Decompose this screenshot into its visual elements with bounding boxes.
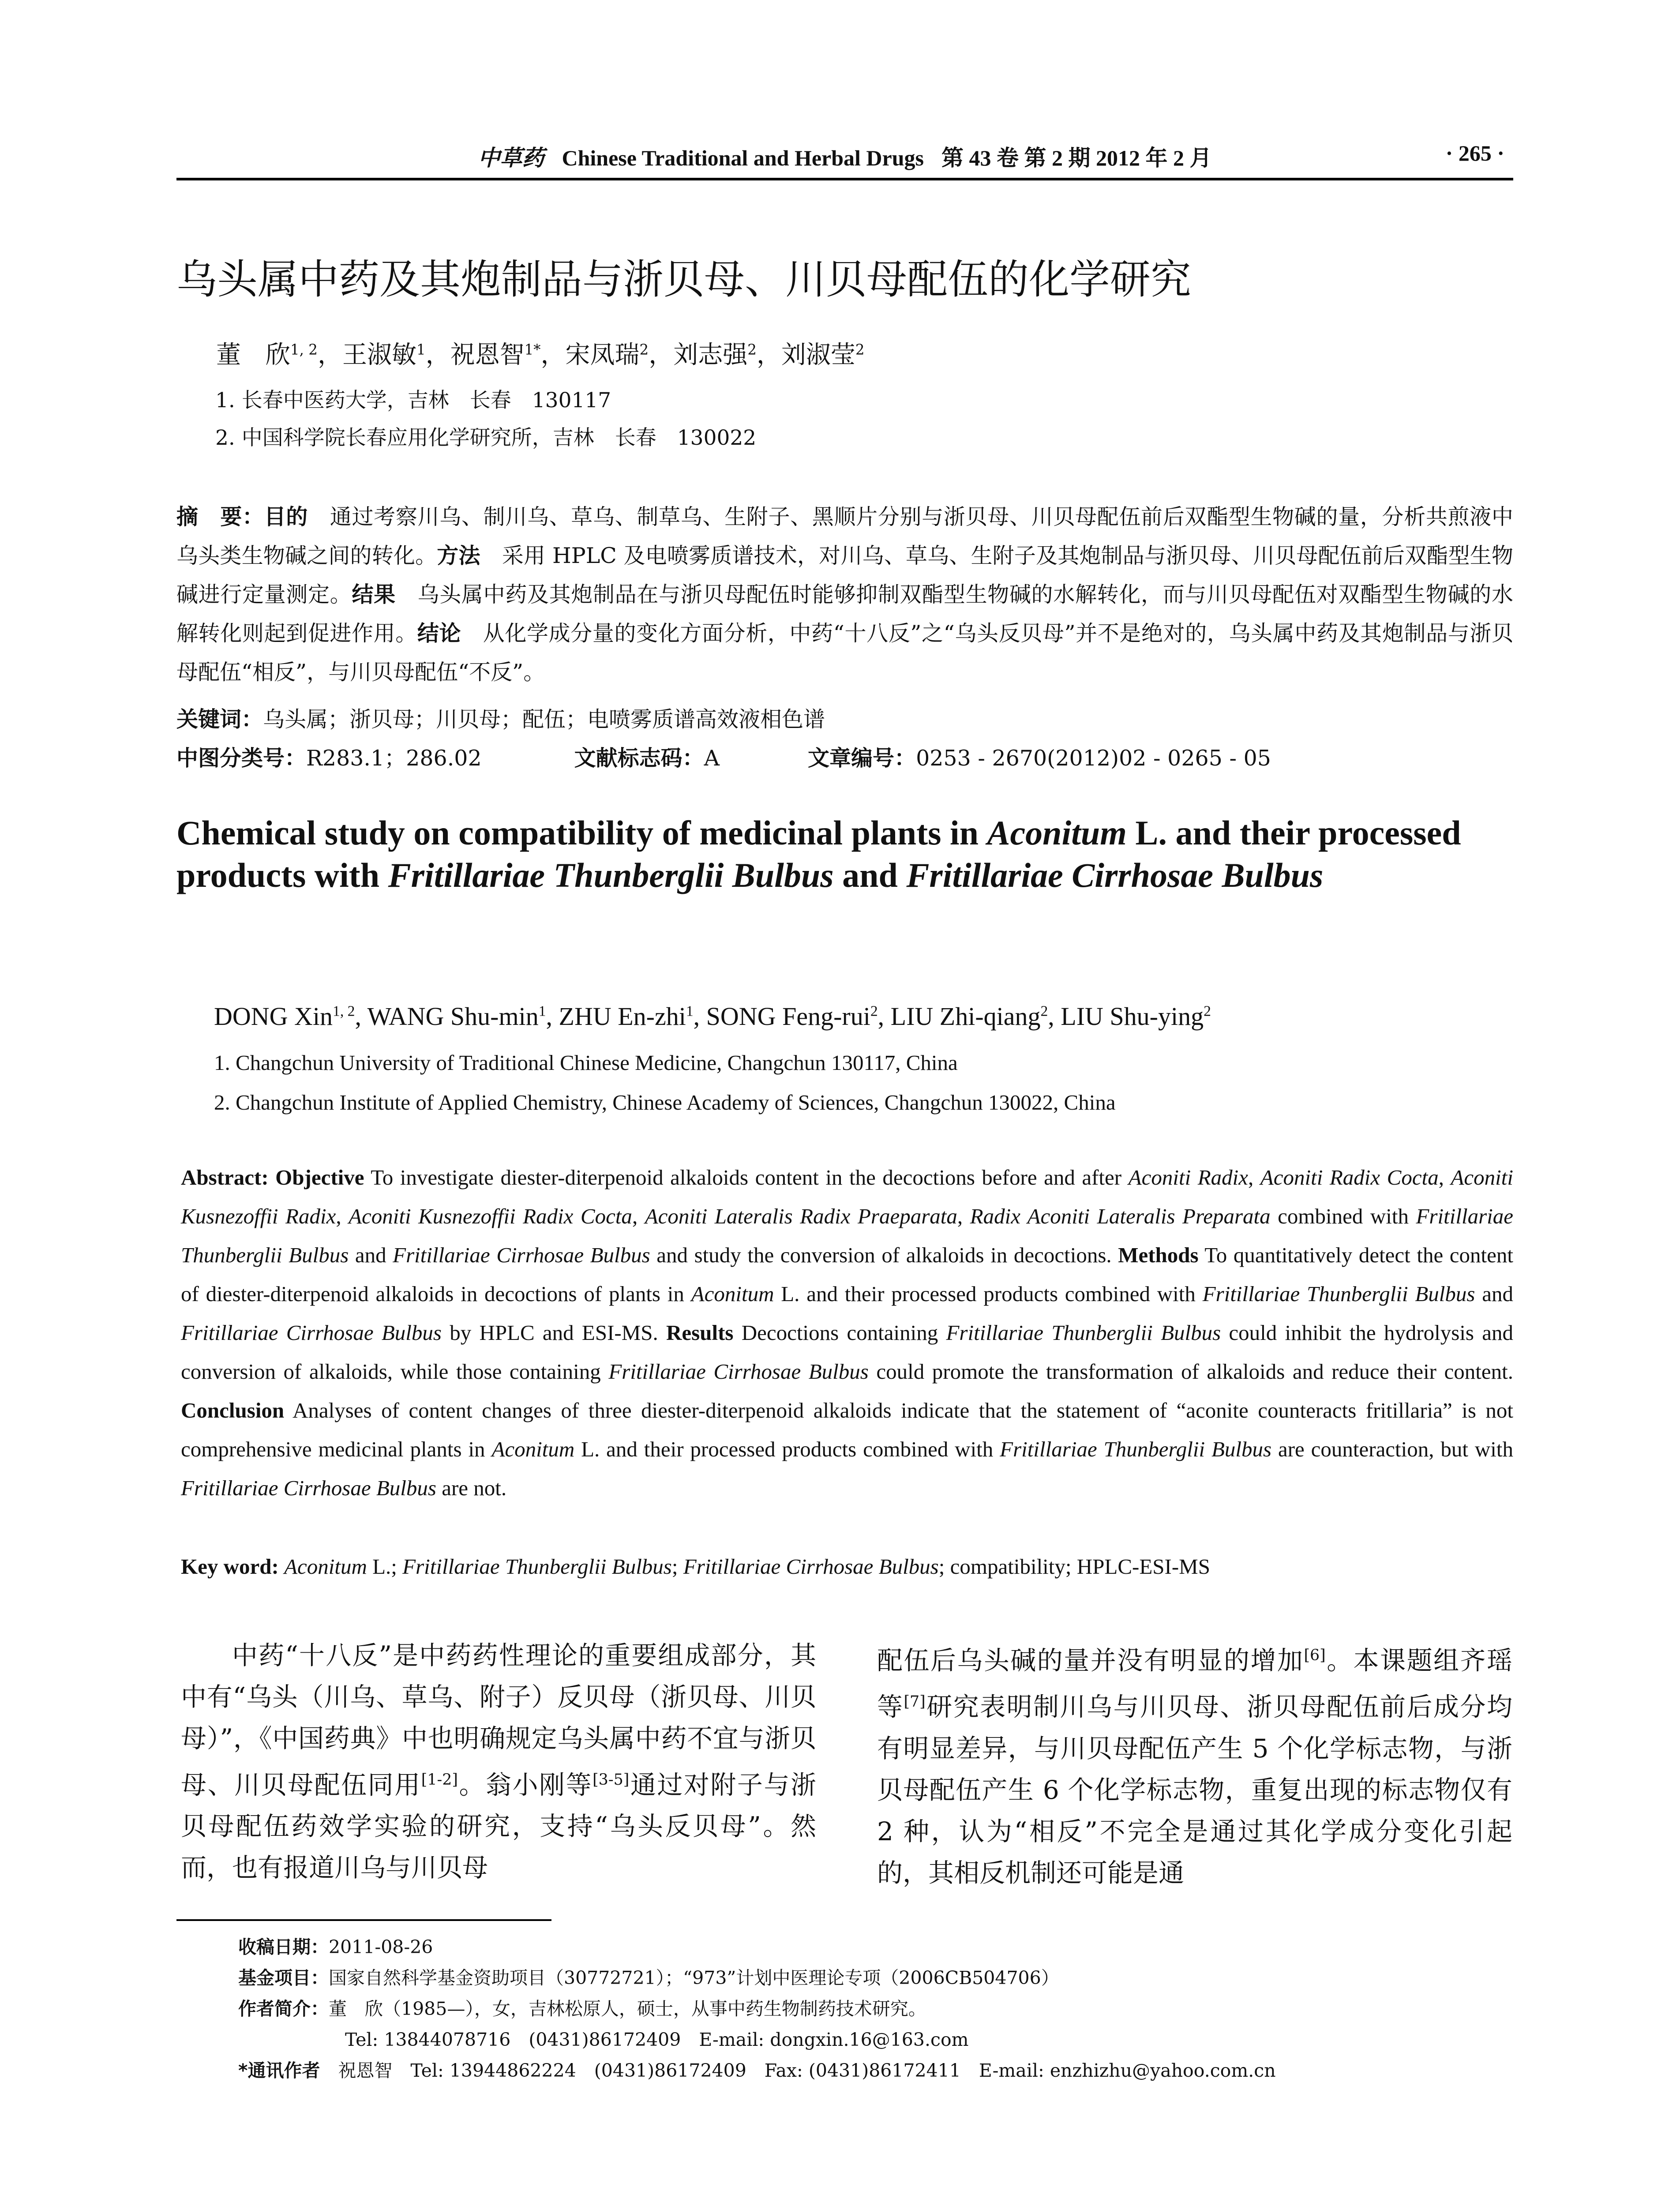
en-affiliation-2: 2. Changchun Institute of Applied Chemistry, Chinese Academy of Sciences, Changchun 130022, China: [214, 1090, 1116, 1114]
en-keyword-label: Key word:: [181, 1554, 285, 1579]
en-abstract-text: L. and their processed products combined with: [574, 1437, 1000, 1461]
cn-keywords-label: 关键词：: [176, 707, 263, 732]
en-author-1: [214, 1002, 367, 1031]
journal-logo: 中草药: [478, 145, 544, 171]
en-abstract-label: Conclusion: [181, 1398, 285, 1422]
en-abstract-text: and: [1475, 1282, 1513, 1306]
en-abstract-text: Decoctions containing: [733, 1321, 946, 1345]
en-abstract-species-name: Fritillariae Cirrhosae Bulbus: [393, 1243, 650, 1267]
en-abstract-species-name: Radix Aconiti Lateralis Preparata: [970, 1204, 1271, 1228]
en-abstract-text: and: [349, 1243, 393, 1267]
en-author-separator: ,: [546, 1002, 559, 1031]
body-right-citation: [6]: [1304, 1647, 1326, 1664]
footnote-received: [238, 1932, 433, 1958]
en-author-affil-mark: 1: [686, 1003, 694, 1020]
en-abstract-text: ,: [1438, 1165, 1451, 1189]
corresponding-text: 祝恩智 Tel: 13944862224 (0431)86172409 Fax: (0431)86172411 E-mail: enzhizhu@yahoo.com.cn: [338, 2060, 1276, 2081]
en-abstract: [181, 1158, 1513, 1508]
en-abstract-species-name: Aconiti Kusnezoffii Radix Cocta: [349, 1204, 632, 1228]
en-abstract-text: Analyses of content changes of three diester-diterpenoid alkaloids indicate that the statement of “aconite counteracts fritillaria” is not comprehensive medicinal plants in: [181, 1398, 1513, 1461]
en-abstract-text: and study the conversion of alkaloids in decoctions.: [650, 1243, 1118, 1267]
cn-author-separator: ，: [649, 341, 674, 369]
issue-info: 第 43 卷 第 2 期 2012 年 2 月: [941, 146, 1212, 170]
en-author-2: [367, 1002, 559, 1031]
en-title-part: L. and their processed products with: [176, 814, 1461, 894]
en-author-name: ZHU En-zhi: [559, 1002, 686, 1031]
body-left-text: 通过对附子与浙贝母配伍药效学实验的研究，支持“乌头反贝母”。然而，也有报道川乌与川贝母: [181, 1770, 816, 1883]
page-number: · 265 ·: [1445, 141, 1504, 165]
en-abstract-species-name: Fritillariae Cirrhosae Bulbus: [181, 1321, 442, 1345]
cn-author-separator: ，: [425, 341, 450, 369]
en-abstract-species-name: Fritillariae Thunberglii Bulbus: [181, 1204, 1513, 1267]
cn-conclusion-text: 从化学成分量的变化方面分析，中药“十八反”之“乌头反贝母”并不是绝对的，乌头属中药及其炮制品与浙贝母配伍“相反”，与川贝母配伍“不反”。: [176, 621, 1513, 685]
doc-code-label: 文献标志码：: [574, 746, 704, 771]
footnote-corresponding: [238, 2056, 1276, 2082]
en-title-italic-part: Fritillariae Thunberglii Bulbus: [388, 856, 834, 894]
en-abstract-species-name: Fritillariae Cirrhosae Bulbus: [181, 1476, 436, 1500]
en-keyword-text: ; compatibility; HPLC-ESI-MS: [938, 1554, 1210, 1579]
en-abstract-text: could inhibit the hydrolysis and conversion of alkaloids, while those containing: [181, 1321, 1513, 1384]
footnote-rule: [176, 1919, 551, 1921]
en-author-affil-mark: 2: [1204, 1003, 1211, 1020]
en-abstract-species-name: Aconiti Radix Cocta: [1260, 1165, 1439, 1189]
cn-author-name: 宋凤瑞: [565, 341, 640, 369]
received-label: 收稿日期：: [238, 1936, 329, 1958]
en-author-name: WANG Shu-min: [367, 1002, 539, 1031]
body-column-left: [181, 1635, 816, 1888]
en-abstract-species-name: Fritillariae Thunberglii Bulbus: [1000, 1437, 1272, 1461]
header-rule: [176, 178, 1513, 180]
body-left-text: 。翁小刚等: [458, 1770, 593, 1800]
en-keyword-text: ;: [671, 1554, 683, 1579]
author-bio-label: 作者简介：: [238, 1998, 329, 2019]
en-author-affil-mark: 1: [538, 1003, 546, 1020]
cn-title: 乌头属中药及其炮制品与浙贝母、川贝母配伍的化学研究: [176, 256, 1192, 303]
en-author-separator: ,: [1048, 1002, 1061, 1031]
en-abstract-text: To investigate diester-diterpenoid alkaloids content in the decoctions before and after: [364, 1165, 1129, 1189]
cn-objective-label: 目的: [264, 504, 308, 529]
article-no-value: 0253 - 2670(2012)02 - 0265 - 05: [916, 746, 1271, 771]
cn-keywords: [176, 702, 825, 733]
en-abstract-species-name: Aconiti Lateralis Radix Praeparata: [645, 1204, 957, 1228]
cn-abstract-label: 摘 要：: [176, 504, 264, 529]
cn-conclusion-label: 结论: [417, 621, 461, 646]
body-left-citation: [1-2]: [421, 1771, 458, 1789]
en-keyword-text: L.;: [367, 1554, 403, 1579]
en-keyword-species-name: Fritillariae Thunberglii Bulbus: [402, 1554, 672, 1579]
clc-value: R283.1；286.02: [306, 746, 482, 771]
cn-author-name: 刘淑莹: [781, 341, 855, 369]
en-author-name: DONG Xin: [214, 1002, 333, 1031]
cn-methods-text: 采用 HPLC 及电喷雾质谱技术，对川乌、草乌、生附子及其炮制品与浙贝母、川贝母配伍前后双酯型生物碱进行定量测定。: [176, 543, 1513, 607]
en-abstract-species-name: Fritillariae Thunberglii Bulbus: [946, 1321, 1221, 1345]
en-keywords: [181, 1554, 1513, 1579]
fund-text: 国家自然科学基金资助项目（30772721）；“973”计划中医理论专项（2006CB504706）: [329, 1967, 1059, 1988]
cn-author-4: [566, 341, 674, 369]
en-abstract-label: Methods: [1118, 1243, 1199, 1267]
en-title: [176, 812, 1522, 897]
en-author-separator: ,: [878, 1002, 891, 1031]
en-abstract-text: are not.: [436, 1476, 507, 1500]
body-column-right: [877, 1635, 1512, 1894]
running-header: [176, 140, 1513, 180]
en-title-part: Chemical study on compatibility of medicinal plants in: [176, 814, 987, 852]
header-center: [176, 140, 1513, 172]
cn-author-affil-mark: 1*: [524, 341, 541, 358]
body-right-text: 研究表明制川乌与川贝母、浙贝母配伍前后成分均有明显差异，与川贝母配伍产生 5 个化学标志物，与浙贝母配伍产生 6 个化学标志物，重复出现的标志物仅有 2 种，认为“相反”不完全是通过其化学成分变化引起的，其相反机制还可能是通: [877, 1692, 1512, 1888]
cn-abstract: [176, 498, 1513, 692]
cn-results-label: 结果: [352, 582, 396, 607]
en-abstract-label: Results: [666, 1321, 734, 1345]
en-abstract-text: ,: [1248, 1165, 1260, 1189]
footnote-fund: [238, 1963, 1059, 1989]
cn-author-affil-mark: 2: [639, 341, 649, 358]
clc-label: 中图分类号：: [176, 746, 307, 771]
cn-classification-line: [176, 741, 1271, 772]
cn-author-3: [450, 341, 566, 369]
fund-label: 基金项目：: [238, 1967, 329, 1988]
footnote-author-contact: Tel: 13844078716 (0431)86172409 E-mail: dongxin.16@163.com: [345, 2029, 969, 2050]
en-author-name: SONG Feng-rui: [706, 1002, 870, 1031]
cn-author-5: [673, 341, 781, 369]
cn-affiliation-1: 1. 长春中医药大学，吉林 长春 130117: [215, 388, 611, 413]
cn-author-separator: ，: [756, 341, 781, 369]
en-abstract-text: To quantitatively detect the content of diester-diterpenoid alkaloids in decoctions of plants in: [181, 1243, 1513, 1306]
en-abstract-species-name: Aconitum: [491, 1437, 575, 1461]
en-author-4: [706, 1002, 891, 1031]
cn-author-affil-mark: 1: [416, 341, 426, 358]
en-author-6: [1061, 1002, 1211, 1031]
cn-author-affil-mark: 1, 2: [290, 341, 318, 358]
en-abstract-species-name: Fritillariae Thunberglii Bulbus: [1202, 1282, 1475, 1306]
en-abstract-text: are counteraction, but with: [1271, 1437, 1513, 1461]
en-author-separator: ,: [355, 1002, 368, 1031]
en-author-separator: ,: [693, 1002, 706, 1031]
en-author-affil-mark: 2: [870, 1003, 878, 1020]
body-left-text: 中药“十八反”是中药药性理论的重要组成部分，其中有“乌头（川乌、草乌、附子）反贝母（浙贝母、川贝母）”，《中国药典》中也明确规定乌头属中药不宜与浙贝母、川贝母配伍同用: [181, 1640, 816, 1800]
body-right-text: 。本课题组齐瑶等: [877, 1645, 1512, 1722]
body-right-text: 配伍后乌头碱的量并没有明显的增加: [877, 1645, 1304, 1676]
en-abstract-label: Abstract: Objective: [181, 1165, 364, 1189]
cn-author-separator: ，: [317, 341, 342, 369]
en-title-italic-part: Fritillariae Cirrhosae Bulbus: [906, 856, 1324, 894]
en-author-name: LIU Shu-ying: [1061, 1002, 1204, 1031]
en-abstract-text: L. and their processed products combined with: [774, 1282, 1203, 1306]
body-left-citation: [3-5]: [592, 1771, 630, 1789]
en-abstract-text: ,: [632, 1204, 645, 1228]
cn-keywords-text: 乌头属；浙贝母；川贝母；配伍；电喷雾质谱高效液相色谱: [263, 707, 825, 732]
en-affiliation-1: 1. Changchun University of Traditional Chinese Medicine, Changchun 130117, China: [214, 1050, 958, 1075]
received-date: 2011-08-26: [329, 1936, 433, 1958]
footnote-author: [238, 1994, 926, 2020]
corresponding-label: *通讯作者: [238, 2060, 320, 2081]
en-title-part: and: [833, 856, 907, 894]
cn-author-name: 祝恩智: [450, 341, 525, 369]
en-title-italic-part: Aconitum: [987, 814, 1127, 852]
cn-author-list: [216, 335, 865, 371]
journal-name: Chinese Traditional and Herbal Drugs: [562, 146, 924, 170]
cn-author-affil-mark: 2: [747, 341, 757, 358]
cn-author-name: 董 欣: [216, 341, 290, 369]
cn-affiliation-2: 2. 中国科学院长春应用化学研究所，吉林 长春 130022: [215, 426, 757, 450]
en-abstract-text: combined with: [1270, 1204, 1416, 1228]
doc-code-value: A: [704, 746, 720, 771]
en-abstract-species-name: Aconiti Radix: [1128, 1165, 1248, 1189]
en-author-3: [559, 1002, 706, 1031]
cn-methods-label: 方法: [437, 543, 480, 568]
article-no-label: 文章编号：: [808, 746, 916, 771]
en-author-5: [891, 1002, 1061, 1031]
en-author-affil-mark: 2: [1040, 1003, 1048, 1020]
cn-results-text: 乌头属中药及其炮制品在与浙贝母配伍时能够抑制双酯型生物碱的水解转化，而与川贝母配伍对双酯型生物碱的水解转化则起到促进作用。: [176, 582, 1513, 646]
cn-author-affil-mark: 2: [855, 341, 865, 358]
en-author-name: LIU Zhi-qiang: [890, 1002, 1041, 1031]
cn-author-2: [342, 341, 450, 369]
en-abstract-text: ,: [957, 1204, 970, 1228]
en-author-affil-mark: 1, 2: [333, 1003, 355, 1020]
author-bio-text: 董 欣（1985—），女，吉林松原人，硕士，从事中药生物制药技术研究。: [329, 1998, 926, 2019]
en-keyword-species-name: Fritillariae Cirrhosae Bulbus: [683, 1554, 939, 1579]
en-abstract-species-name: Fritillariae Cirrhosae Bulbus: [608, 1359, 869, 1384]
cn-author-6: [781, 341, 865, 369]
cn-author-1: [216, 341, 342, 369]
en-abstract-species-name: Aconitum: [691, 1282, 774, 1306]
cn-objective-text: 通过考察川乌、制川乌、草乌、制草乌、生附子、黑顺片分别与浙贝母、川贝母配伍前后双酯型生物碱的量，分析共煎液中乌头类生物碱之间的转化。: [176, 504, 1513, 568]
en-keyword-species-name: Aconitum: [284, 1554, 367, 1579]
en-author-list: [214, 1002, 1211, 1031]
en-abstract-text: ,: [336, 1204, 349, 1228]
en-abstract-species-name: Aconiti Kusnezoffii Radix: [181, 1165, 1514, 1228]
body-right-citation: [7]: [904, 1693, 926, 1711]
cn-author-name: 王淑敏: [342, 341, 416, 369]
en-abstract-text: by HPLC and ESI-MS.: [441, 1321, 667, 1345]
en-abstract-text: could promote the transformation of alkaloids and reduce their content.: [868, 1359, 1514, 1384]
cn-author-separator: ，: [540, 341, 566, 369]
cn-author-name: 刘志强: [673, 341, 748, 369]
